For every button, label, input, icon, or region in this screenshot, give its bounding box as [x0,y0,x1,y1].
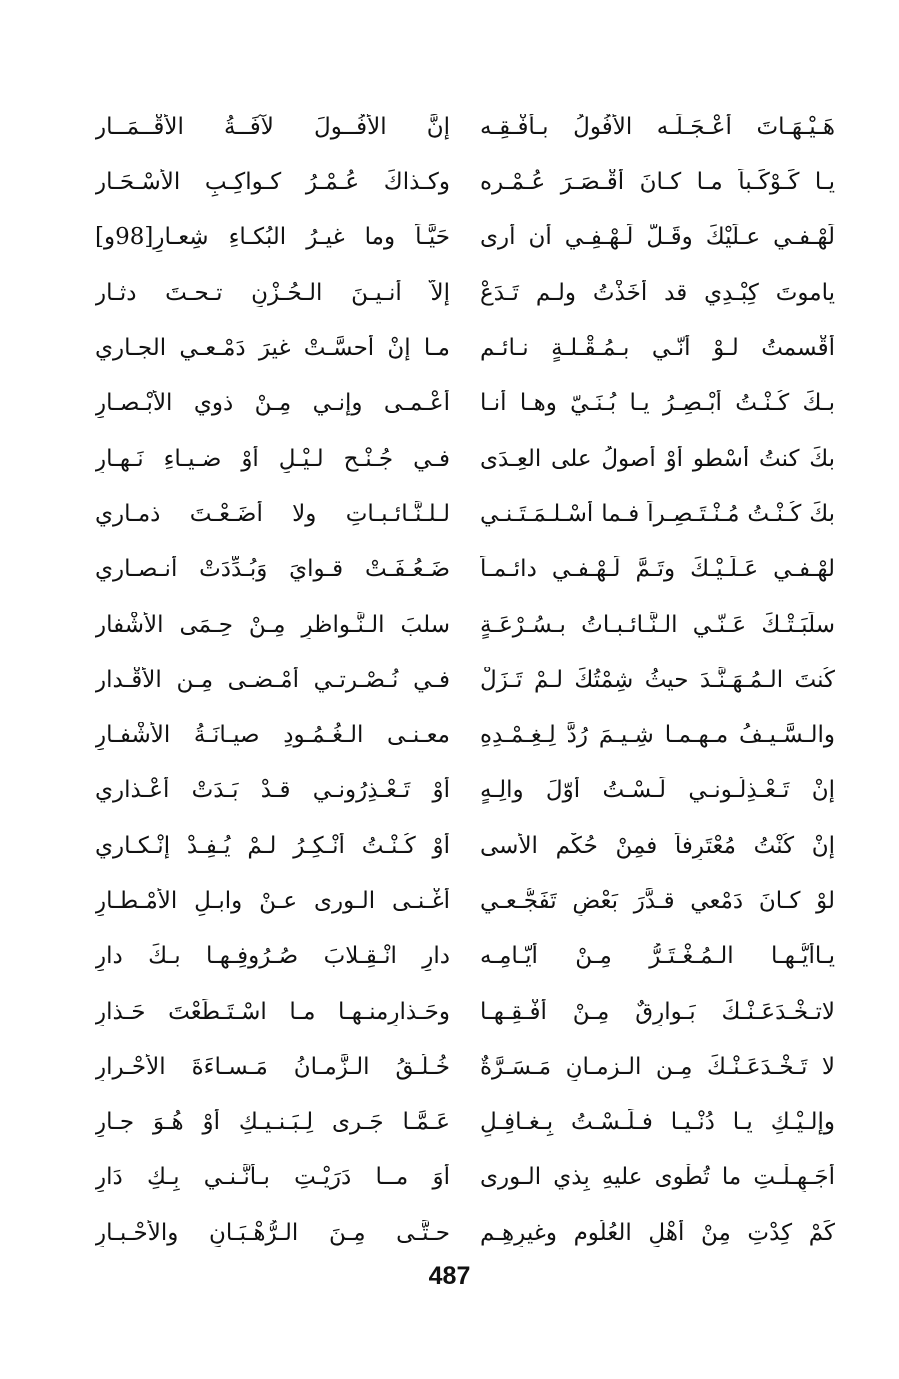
verse-first-hemistich: لا تَـخْـدَعَـنْـكَ مِـن الـزمـانِ مَـسَـرَّةٌ [480,1053,835,1080]
verse-second-hemistich: لـلـنَّـائـبـاتِ ولا أضَـعْـتَ ذمـاري [95,500,450,527]
verse-row [95,1151,835,1206]
verse-row [95,211,835,266]
poem [95,100,835,1261]
verse-first-hemistich: بـكَ كُـنْـتُ أُبْـصِـرُ يـا بُـنَـيّ وهـا أنـا [480,390,835,417]
verse-first-hemistich: يـاأيُّـهـا الـمُـغْـتَـرُّ مِـنْ أيّـامِـه [480,943,835,970]
verse-second-hemistich: أغْـنـى الـورى عـنْ وابـلِ الأمْـطـارِ [95,888,450,914]
verse-row [95,598,835,653]
verse-row [95,376,835,431]
verse-second-hemistich: أوَ مــا دَرَيْـتِ بـأنَّـنـي بِـكِ دَارِ [95,1164,450,1191]
verse-first-hemistich: بكَ كنتُ أَسْطو أَوْ أصولُ على العِـدَى [480,445,835,472]
verse-row [95,929,835,984]
verse-row [95,266,835,321]
verse-first-hemistich: يـا كَـوْكَـباً مـا كـانَ أَقْـصَـرَ عُـمْـره [480,169,835,196]
verse-row [95,708,835,763]
verse-row [95,1095,835,1150]
verse-second-hemistich: فـي جُـنْـحِ لـيْـلٍ أوْ ضـيـاءِ نَـهـارِ [95,445,450,472]
verse-second-hemistich: ضَـعُـفَـتْ قـوايَ وَبُـدِّدَتْ أنـصـاري [95,556,450,583]
verse-row [95,100,835,155]
verse-row [95,764,835,819]
verse-first-hemistich: كَمْ كِدْتِ مِنْ أَهْلِ العُلُومِ وغيرِهِـم [480,1219,835,1246]
verse-row [95,542,835,597]
verse-second-hemistich: أوْ كُـنْـتُ أُنْـكِـرُ لـمْ يُـفِـدْ إنْـكـاري [95,832,450,859]
verse-row [95,874,835,929]
verse-second-hemistich: حَيًّـاً وما غيـرُ البُكـاءِ شِعـارِ[98و] [95,224,450,251]
page-number: 487 [428,1262,471,1290]
verse-first-hemistich: إنْ تَـعْـذِلُـونـي لَـسْـتُ أوّلَ والِـهٍ [480,777,835,804]
verse-first-hemistich: بكَ كُـنْـتُ مُـنْـتَـصِـراً فـما أَسْـلـمَـتَـنـي [480,500,835,527]
verse-row [95,1040,835,1095]
verse-row [95,321,835,376]
verse-first-hemistich: ياموتَ كِبْـدِي قد أَخَذْتُ ولـم تَـدَعْ [480,279,835,306]
verse-second-hemistich: عَـمَّـا جَـرى لِـبَـنـيـكِ أوْ هُـوَ جـارِ [95,1109,450,1136]
verse-row [95,985,835,1040]
verse-first-hemistich: لوْ كـانَ دَمْعي قـدَّرَ بَعْضِ تَفَجُّـعـي [480,888,835,914]
verse-row [95,487,835,542]
verse-second-hemistich: فـي نُـصْـرتـي أمْـضـى مِـن الأقْـدار [95,666,450,693]
verse-row [95,653,835,708]
verse-first-hemistich: سلَبَـتْـكَ عَـنّـي الـنَّـائـبـاتُ بـسُـرْعَـةٍ [480,611,835,638]
verse-first-hemistich: لَهْـفـي عـلَيْكَ وقَـلَّ لَـهْـفِـي أن أرى [480,224,835,251]
verse-first-hemistich: أَجَـهِـلْـتِ ما تُطْوى عليهِ بِذي الـورى [480,1164,835,1191]
verse-first-hemistich: لاتـخْـدَعَـنْـكَ بَـوارِقٌ مِـنْ أُفْـقِـهـا [480,998,835,1025]
verse-row [95,819,835,874]
verse-second-hemistich: حـتَّـى مِـنَ الـرُّهْـبَـانِ والأحْـبـارِ [95,1219,450,1246]
verse-first-hemistich: هَـيْـهَـاتَ أَعْـجَـلَـه الأُفُولُ بـأُفْـقِـه [480,113,835,140]
verse-first-hemistich: كُنتَ الـمُـهَـنَّـدَ حيثُ شِمْتُكَ لـمْ تَـزَلْ [480,666,835,693]
verse-row [95,432,835,487]
verse-second-hemistich: إنَّ الأُفُــولَ لآفَــةُ الأَقْــمَــار [95,113,450,140]
verse-second-hemistich: سلبَ الـنَّـواظرِ مِـنْ حِـمَى الأشْفار [95,611,450,638]
verse-first-hemistich: والـسَّـيـفُ مـهـمـا شِـيـمَ رُدَّ لِـغِـمْـدِهِ [480,722,835,749]
verse-second-hemistich: معـنـى الـغُـمُـودِ صيـانَـةُ الأشْفـارِ [95,722,450,749]
verse-row [95,155,835,210]
verse-first-hemistich: أقْسمتُ لـوْ أنّـي بـمُـقْـلـةٍ نـائـم [480,335,835,362]
verse-first-hemistich: وإلـيْـكِ يـا دُنْـيـا فـلَـسْـتُ بِـغـافِـلٍ [480,1109,835,1136]
verse-second-hemistich: أوْ تَـعْـذِرُونـي قـدْ بَـدَتْ أعْـذاري [95,777,450,804]
verse-second-hemistich: أعْـمـى وإنـي مِـنْ ذوي الأبْـصـارِ [95,390,450,417]
verse-second-hemistich: وحَـذارِمنـهـا مـا اسْـتَـطَعْتَ حَـذارِ [95,998,450,1025]
verse-second-hemistich: خُـلُـقُ الـزَّمـانُ مَـسـاءَةَ الأحْـرارِ [95,1053,450,1080]
verse-second-hemistich: وكـذاكَ عُـمْـرُ كـواكِـبِ الأَسْـحَـار [95,169,450,196]
verse-row [95,1206,835,1261]
verse-first-hemistich: إنْ كُنْتُ مُعْتَرِفاً فمِنْ حُكْمِ الأسى [480,832,835,859]
verse-first-hemistich: لهْـفـي عَـلَـيْـكَ وتَـمَّ لَـهْـفـي دائـمـاً [480,556,835,583]
verse-second-hemistich: إلاّ أنـيـنَ الـحُـزْنِ تـحـتَ دثـار [95,279,450,306]
verse-second-hemistich: مـا إنْ أحسَّـتْ غيرَ دَمْـعـي الجـاري [95,335,450,362]
verse-second-hemistich: دارِ انْـقِـلابَ صُـرُوفِـهـا بـكَ دارِ [95,943,450,970]
